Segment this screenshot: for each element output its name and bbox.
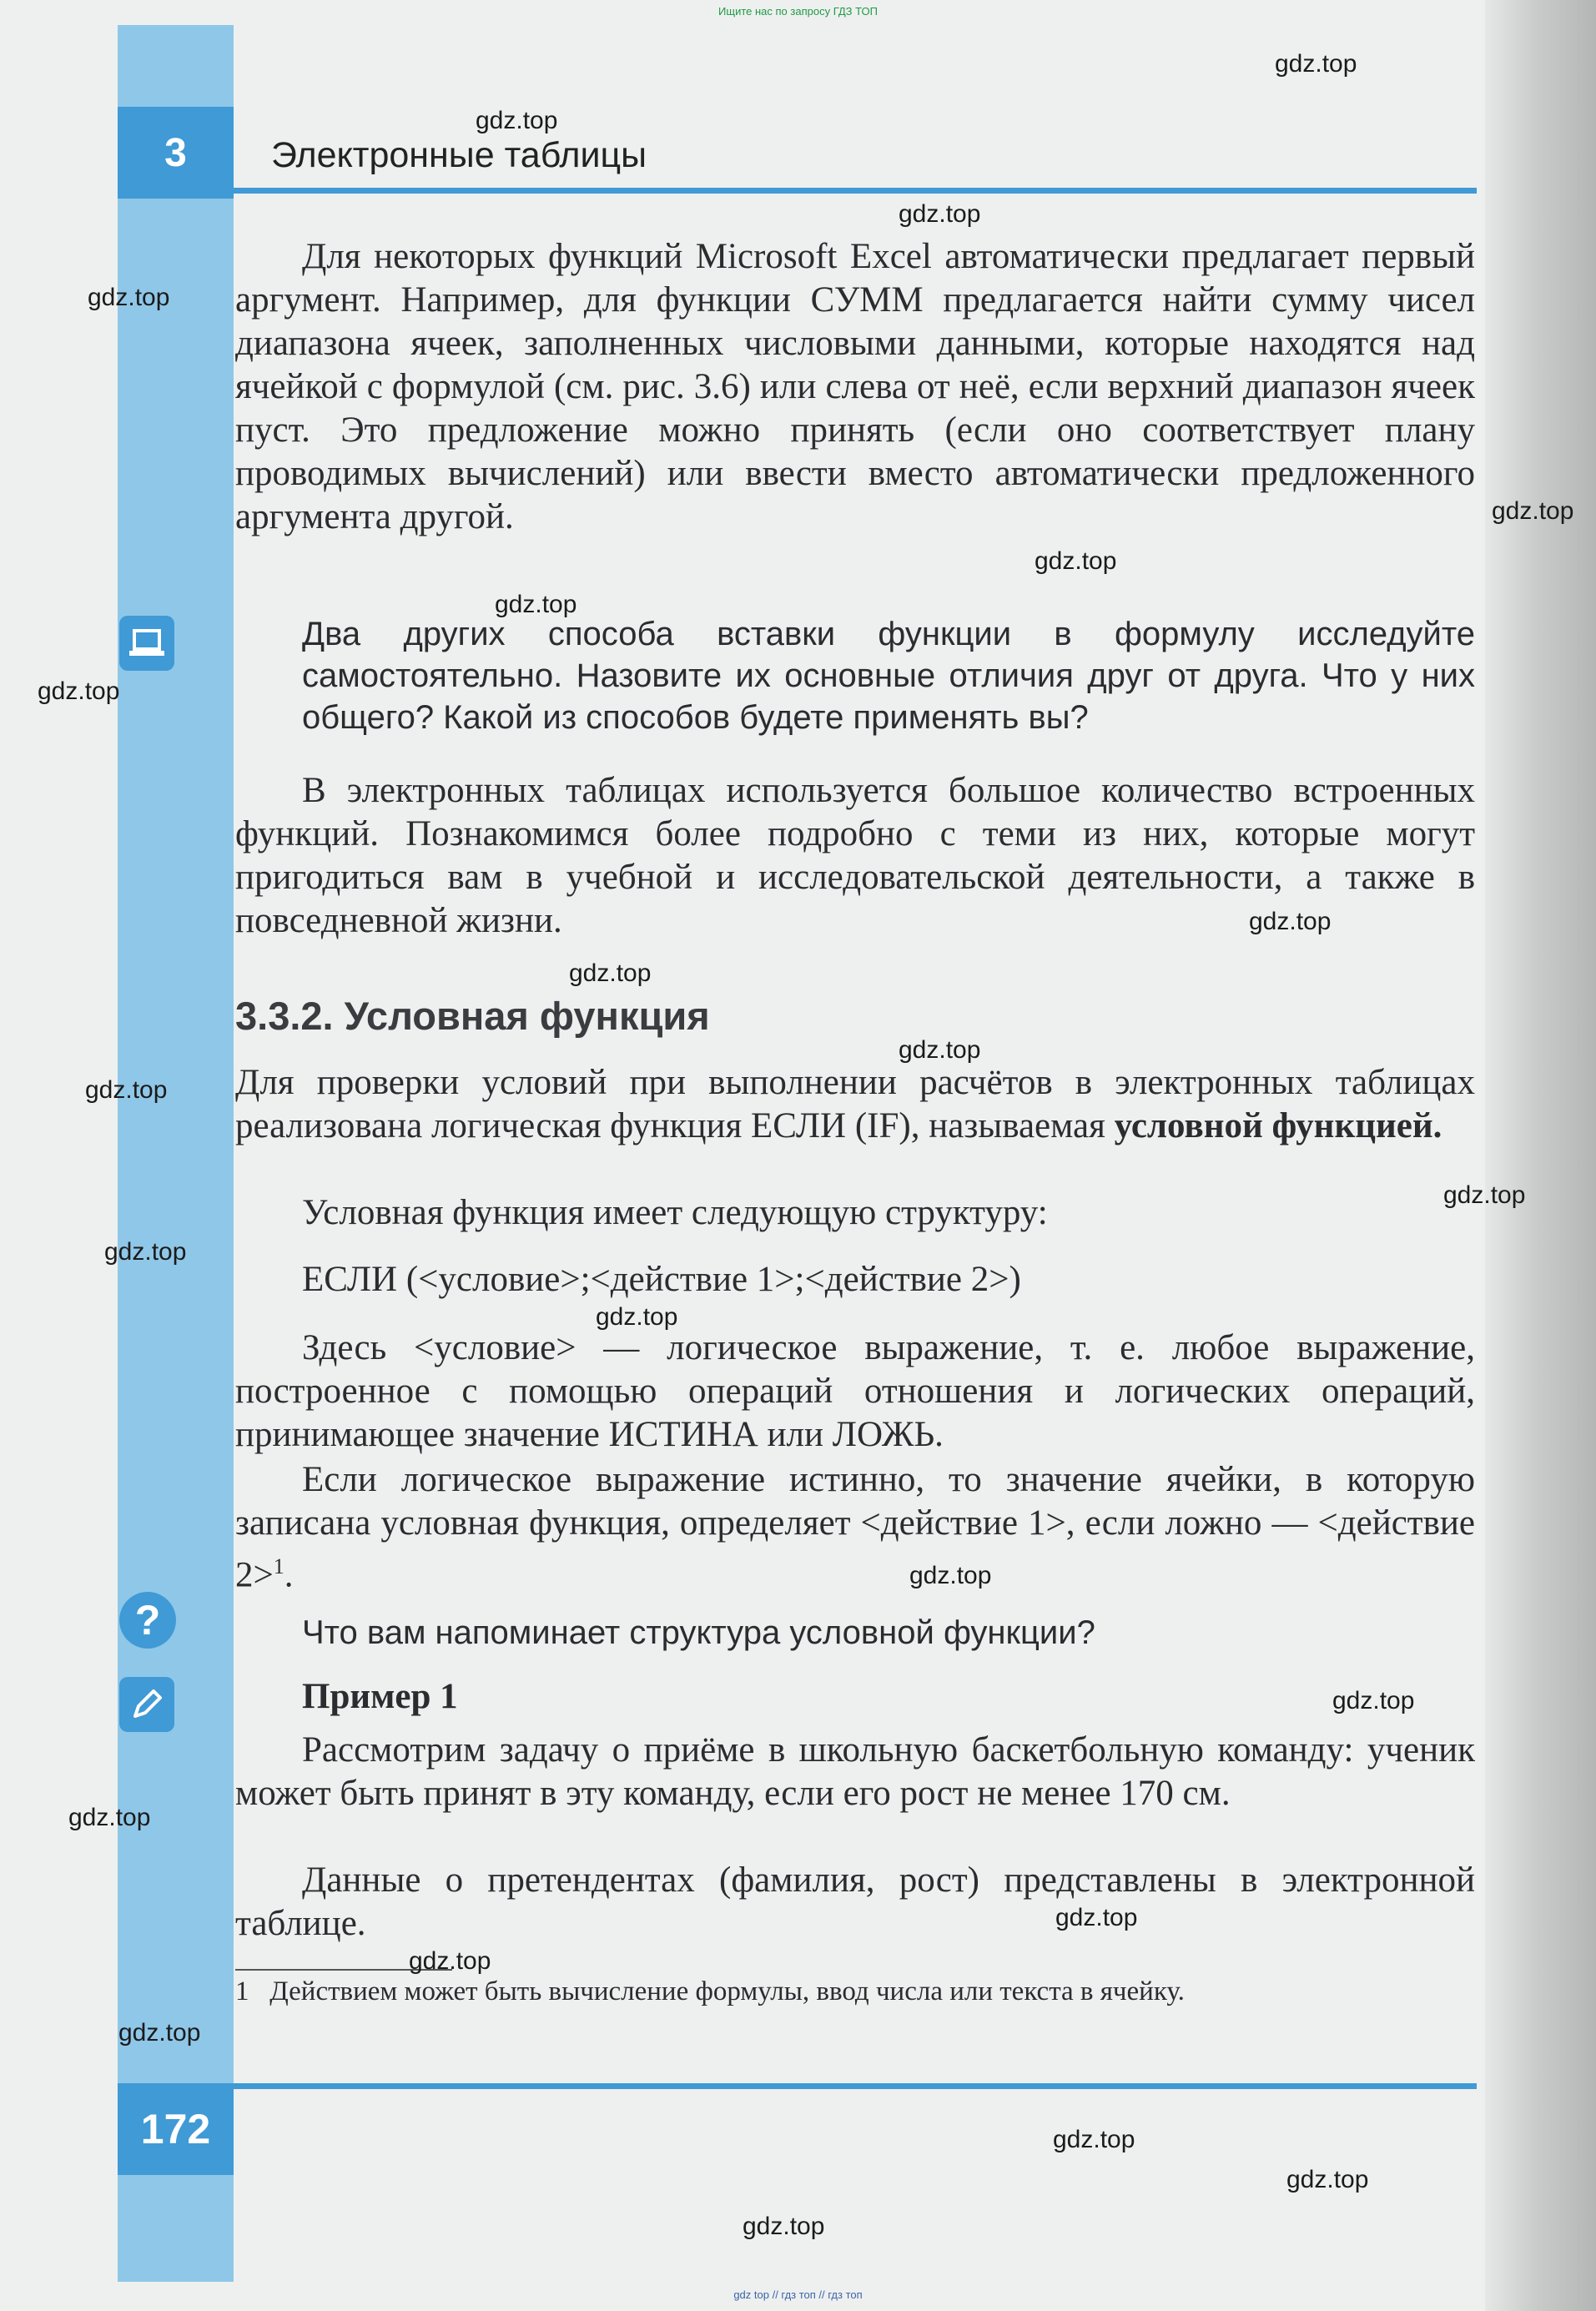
watermark: gdz.top (118, 2019, 201, 2047)
watermark: gdz.top (1443, 1181, 1526, 1209)
footer-rule (234, 2083, 1477, 2089)
paragraph: Рассмотрим задачу о приёме в школьную баскетбольную команду: ученик может быть принят в эту команду, если его рост не менее 170 см. (235, 1730, 1475, 1813)
watermark: gdz.top (68, 1804, 151, 1831)
watermark: gdz.top (476, 107, 558, 134)
paragraph: Для проверки условий при выполнении расчётов в электронных таблицах реализована логическая функция ЕСЛИ (IF), называемая условной функцией. (235, 1063, 1475, 1145)
watermark: gdz.top (88, 284, 170, 311)
page-edge-shadow (1485, 0, 1596, 2311)
watermark: gdz.top (409, 1947, 491, 1975)
header-rule (234, 188, 1477, 194)
top-note: Ищите нас по запросу ГДЗ ТОП (718, 5, 878, 18)
watermark: gdz.top (899, 200, 981, 228)
watermark: gdz.top (1249, 908, 1332, 935)
watermark: gdz.top (495, 591, 577, 618)
formula: ЕСЛИ (<условие>;<действие 1>;<действие 2>) (302, 1260, 1021, 1299)
paragraph: Для некоторых функций Microsoft Excel автоматически предлагает первый аргумент. Например, для функции СУММ предлагается найти сумму чисел диапазона ячеек, заполненных числовыми данными, которые находятся над ячейкой с формулой (см. рис. 3.6) или слева от неё, если верхний диапазон ячеек пуст. Это предложение можно принять (если оно соответствует плану проводимых вычислений) или ввести вместо автоматически предложенного аргумента другой. (235, 237, 1475, 536)
watermark: gdz.top (1055, 1904, 1138, 1931)
watermark: gdz.top (899, 1036, 981, 1064)
task-text: Два других способа вставки функции в формулу исследуйте самостоятельно. Назовите их основные отличия друг от друга. Что у них общего? Какой из способов будете применять вы? (302, 616, 1475, 736)
watermark: gdz.top (104, 1238, 187, 1266)
section-heading: 3.3.2. Условная функция (235, 994, 710, 1038)
pencil-icon (119, 1677, 174, 1732)
watermark: gdz.top (38, 677, 120, 705)
watermark: gdz.top (1053, 2126, 1135, 2153)
watermark: gdz.top (909, 1562, 992, 1589)
watermark: gdz.top (596, 1303, 678, 1331)
watermark: gdz.top (569, 959, 652, 987)
page-number: 172 (118, 2083, 234, 2175)
watermark: gdz.top (743, 2213, 825, 2240)
chapter-title: Электронные таблицы (271, 135, 647, 175)
footnote: 1 Действием может быть вычисление формулы, ввод числа или текста в ячейку. (235, 1976, 1185, 2006)
question-icon: ? (119, 1592, 176, 1649)
example-title: Пример 1 (302, 1677, 458, 1716)
watermark: gdz.top (1332, 1687, 1415, 1714)
watermark: gdz.top (1492, 497, 1574, 525)
watermark: gdz.top (1286, 2166, 1369, 2193)
laptop-icon (119, 616, 174, 671)
paragraph: В электронных таблицах используется большое количество встроенных функций. Познакомимся более подробно с теми из них, которые могут пригодиться вам в учебной и исследовательской деятельности, а также в повседневной жизни. (235, 771, 1475, 940)
watermark: gdz.top (1035, 547, 1117, 575)
paragraph: Данные о претендентах (фамилия, рост) представлены в электронной таблице. (235, 1860, 1475, 1943)
paragraph: Условная функция имеет следующую структуру: (302, 1193, 1048, 1232)
paragraph: Здесь <условие> — логическое выражение, т. е. любое выражение, построенное с помощью операций отношения и логических операций, принимающее значение ИСТИНА или ЛОЖЬ. (235, 1328, 1475, 1454)
question-text: Что вам напоминает структура условной функции? (302, 1614, 1095, 1651)
watermark: gdz.top (1275, 50, 1357, 78)
paragraph: Если логическое выражение истинно, то значение ячейки, в которую записана условная функция, определяет <действие 1>, если ложно — <действие 2>$^1$. (235, 1460, 1475, 1595)
watermark: gdz.top (85, 1076, 168, 1104)
chapter-number: 3 (118, 107, 234, 199)
left-margin-bar (118, 25, 234, 2282)
bottom-note: gdz top // гдз топ // гдз топ (733, 2288, 863, 2301)
